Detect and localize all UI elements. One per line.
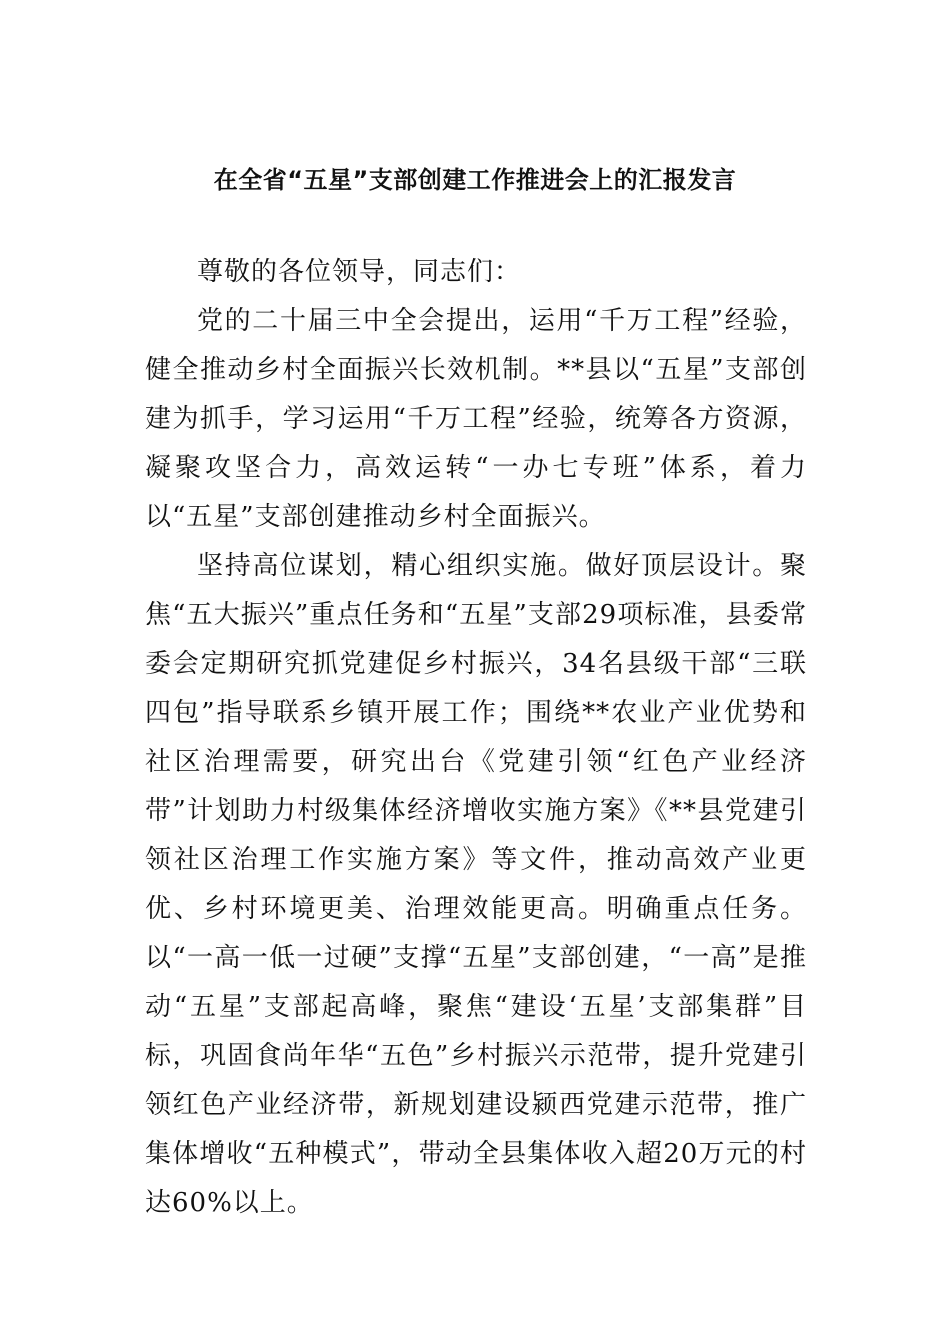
document-title: 在全省“五星”支部创建工作推进会上的汇报发言 <box>213 166 737 194</box>
paragraph: 党的二十届三中全会提出，运用“千万工程”经验，健全推动乡村全面振兴长效机制。**县以“五星”支部创建为抓手，学习运用“千万工程”经验，统筹各方资源，凝聚攻坚合力，高效运转“一办七专班”体系，着力以“五星”支部创建推动乡村全面振兴。 <box>145 306 807 532</box>
paragraph: 坚持高位谋划，精心组织实施。做好顶层设计。聚焦“五大振兴”重点任务和“五星”支部29项标准，县委常委会定期研究抓党建促乡村振兴，34名县级干部“三联四包”指导联系乡镇开展工作；围绕**农业产业优势和社区治理需要，研究出台《党建引领“红色产业经济带”计划助力村级集体经济增收实施方案》《**县党建引领社区治理工作实施方案》等文件，推动高效产业更优、乡村环境更美、治理效能更高。明确重点任务。以“一高一低一过硬”支撑“五星”支部创建，“一高”是推动“五星”支部起高峰，聚焦“建设‘五星’支部集群”目标，巩固食尚年华“五色”乡村振兴示范带，提升党建引领红色产业经济带，新规划建设颍西党建示范带，推广集体增收“五种模式”，带动全县集体收入超20万元的村达60%以上。 <box>145 551 807 1218</box>
document-body <box>145 248 807 1228</box>
salutation: 尊敬的各位领导，同志们： <box>197 257 522 287</box>
